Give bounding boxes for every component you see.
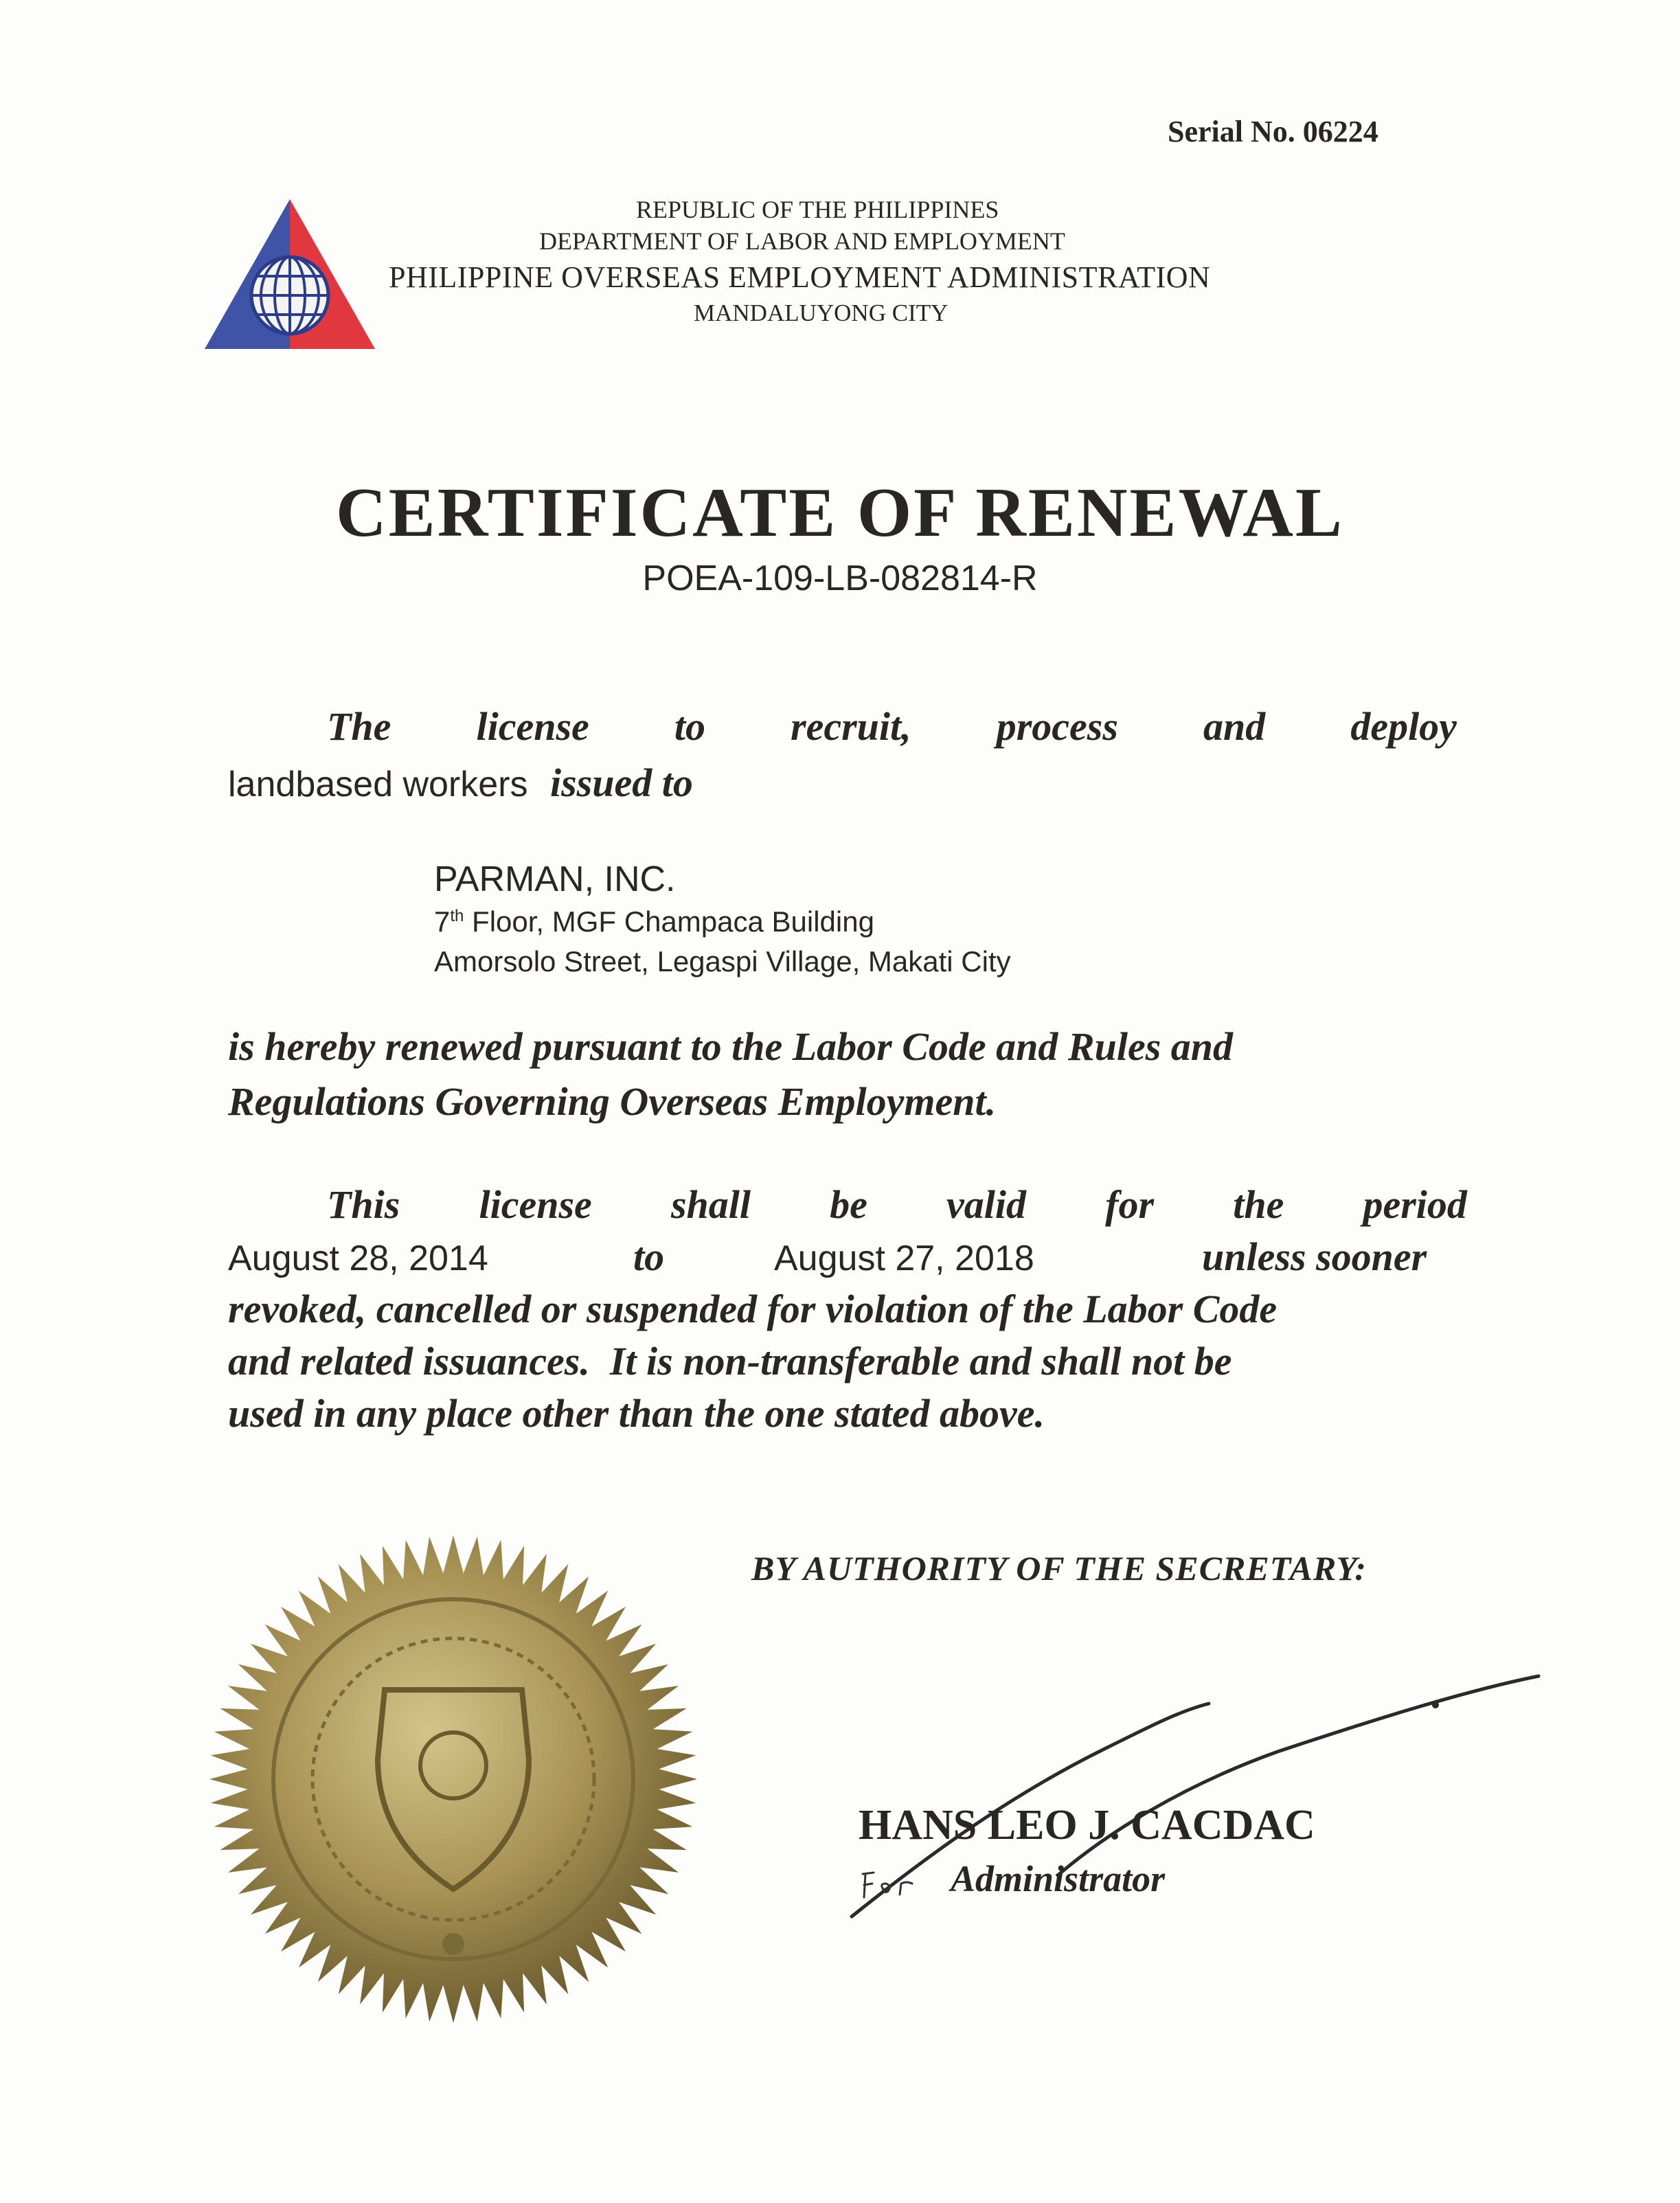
certificate-title: CERTIFICATE OF RENEWAL — [336, 474, 1344, 552]
license-number: POEA-109-LB-082814-R — [642, 558, 1038, 598]
para1-line1 — [327, 703, 1457, 749]
para1-word: The — [327, 704, 391, 749]
handwritten-for-icon — [856, 1868, 918, 1903]
gold-seal-icon — [206, 1532, 701, 2026]
valid-from-date: August 28, 2014 — [228, 1239, 488, 1278]
para3-text: and related issuances. It is non-transferable and shall not be — [228, 1339, 1232, 1383]
para1-word: process — [996, 704, 1118, 749]
serial-number: Serial No. 06224 — [1168, 115, 1378, 148]
para3-word: license — [479, 1182, 592, 1227]
para3-line4 — [228, 1338, 1467, 1384]
para3-word: be — [830, 1182, 867, 1227]
para1-word: and — [1203, 704, 1266, 749]
para2-text: is hereby renewed pursuant to the Labor Code and Rules and — [228, 1024, 1234, 1069]
para3-word: the — [1233, 1182, 1284, 1227]
signatory-title: Administrator — [951, 1858, 1166, 1899]
para3-word: for — [1105, 1182, 1155, 1227]
header-republic: REPUBLIC OF THE PHILIPPINES — [636, 196, 999, 223]
signatory-name: HANS LEO J. CACDAC — [859, 1802, 1315, 1849]
para2-line2: Regulations Governing Overseas Employment. — [228, 1079, 997, 1124]
para3-line5: used in any place other than the one stated above. — [228, 1391, 1045, 1436]
para1-word: to — [674, 704, 705, 749]
floor-rest: Floor, MGF Champaca Building — [464, 905, 874, 938]
para3-text: revoked, cancelled or suspended for violation of the Labor Code — [228, 1287, 1278, 1331]
para3-word: This — [327, 1182, 400, 1227]
para3-word: valid — [946, 1182, 1027, 1227]
para1-line2 — [228, 760, 693, 806]
header-agency: PHILIPPINE OVERSEAS EMPLOYMENT ADMINISTRATION — [389, 260, 1211, 294]
para2-line1 — [228, 1024, 1464, 1070]
para1-issued-to: issued to — [549, 760, 693, 805]
para1-word: recruit, — [791, 704, 911, 749]
para3-word: period — [1363, 1182, 1467, 1227]
para3-word: shall — [670, 1182, 751, 1227]
header-city: MANDALUYONG CITY — [694, 300, 949, 326]
para3-line3 — [228, 1286, 1467, 1332]
para1-word: deploy — [1350, 704, 1457, 749]
floor-suffix: th — [450, 907, 464, 925]
header-department: DEPARTMENT OF LABOR AND EMPLOYMENT — [539, 227, 1065, 255]
para3-line1 — [327, 1182, 1467, 1228]
company-address-line1 — [434, 905, 874, 938]
company-name: PARMAN, INC. — [434, 859, 676, 899]
para1-word: license — [476, 704, 589, 749]
to-word: to — [633, 1234, 665, 1279]
para1-plain: landbased workers — [228, 765, 528, 804]
unless-sooner: unless sooner — [1202, 1234, 1427, 1279]
floor-number: 7 — [434, 905, 451, 938]
authority-line: BY AUTHORITY OF THE SECRETARY: — [751, 1549, 1367, 1588]
company-address-line2: Amorsolo Street, Legaspi Village, Makati City — [434, 945, 1011, 978]
valid-to-date: August 27, 2018 — [774, 1239, 1034, 1278]
poea-logo-icon — [203, 198, 376, 350]
